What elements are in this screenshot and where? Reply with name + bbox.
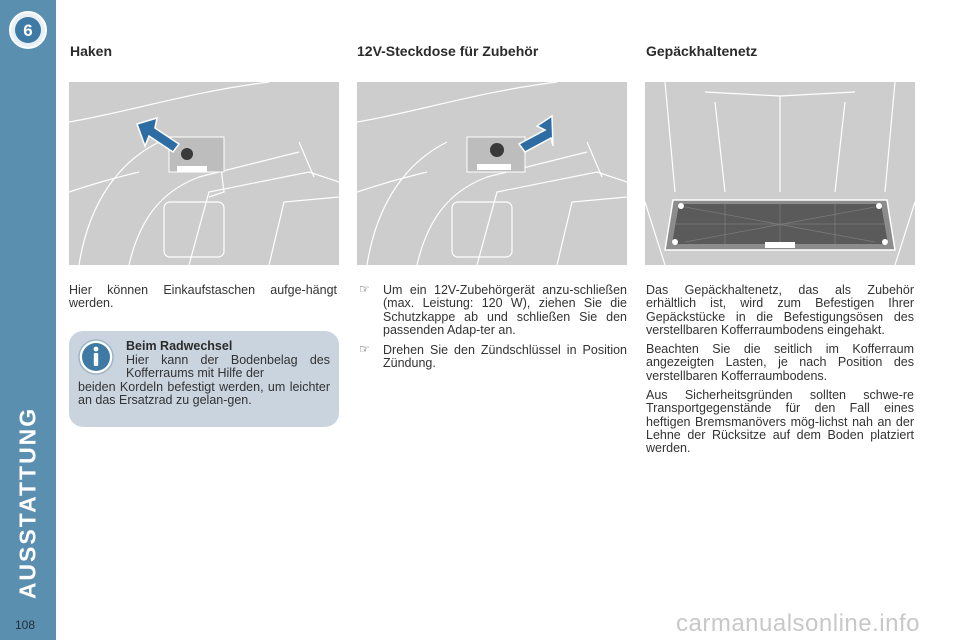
figure-hook bbox=[69, 82, 339, 265]
info-body bbox=[78, 354, 330, 407]
chapter-title: AUSSTATTUNG bbox=[14, 406, 41, 600]
page-number-box bbox=[0, 612, 56, 640]
heading-hooks: Haken bbox=[70, 43, 113, 59]
instruction-item bbox=[357, 344, 627, 371]
figure-socket bbox=[357, 82, 627, 265]
info-body-rest: beiden Kordeln befestigt werden, um leichter an das Ersatzrad zu gelan-gen. bbox=[78, 379, 330, 407]
instruction-text: Um ein 12V-Zubehörgerät anzu-schließen (max. Leistung: 120 W), ziehen Sie die Schutzkappe ab und schließen Sie den passenden Adap-ter an. bbox=[383, 283, 627, 337]
pointing-hand-icon: ☞ bbox=[359, 342, 370, 357]
watermark: carmanualsonline.info bbox=[676, 610, 920, 637]
instruction-item bbox=[357, 284, 627, 337]
heading-socket: 12V-Steckdose für Zubehör bbox=[357, 43, 539, 59]
net-paragraph: Das Gepäckhaltenetz, das als Zubehör erhältlich ist, wird zum Befestigen Ihrer Gepäckstücke in die Befestigungsösen des verstellbaren Kofferraumbodens eingehakt. bbox=[646, 283, 914, 337]
instruction-text: Drehen Sie den Zündschlüssel in Position Zündung. bbox=[383, 343, 627, 371]
socket-instructions bbox=[357, 284, 627, 378]
net-paragraph: Beachten Sie die seitlich im Kofferraum angezeigten Lasten, je nach Position des verstellbaren Kofferraumbodens. bbox=[646, 342, 914, 383]
pointing-hand-icon: ☞ bbox=[359, 282, 370, 296]
hooks-description bbox=[69, 284, 337, 317]
figure-luggage-net bbox=[645, 82, 915, 265]
info-body-indented: Hier kann der Bodenbelag des Kofferraums mit Hilfe der bbox=[126, 353, 330, 381]
page-number: 108 bbox=[15, 618, 36, 632]
hooks-text: Hier können Einkaufstaschen aufge-hängt werden. bbox=[69, 283, 337, 311]
net-description bbox=[646, 284, 914, 462]
net-paragraph: Aus Sicherheitsgründen sollten schwe-re Transportgegenstände für den Fall eines heftigen Bremsmanövers mög-lichst nah an der Lehne der Rücksitze auf dem Boden platziert werden. bbox=[646, 388, 914, 456]
chapter-number: 6 bbox=[23, 21, 33, 40]
heading-net: Gepäckhaltenetz bbox=[646, 43, 758, 59]
chapter-number-badge bbox=[8, 10, 48, 50]
info-title: Beim Radwechsel bbox=[126, 339, 233, 353]
info-box-wheel-change bbox=[69, 331, 339, 427]
